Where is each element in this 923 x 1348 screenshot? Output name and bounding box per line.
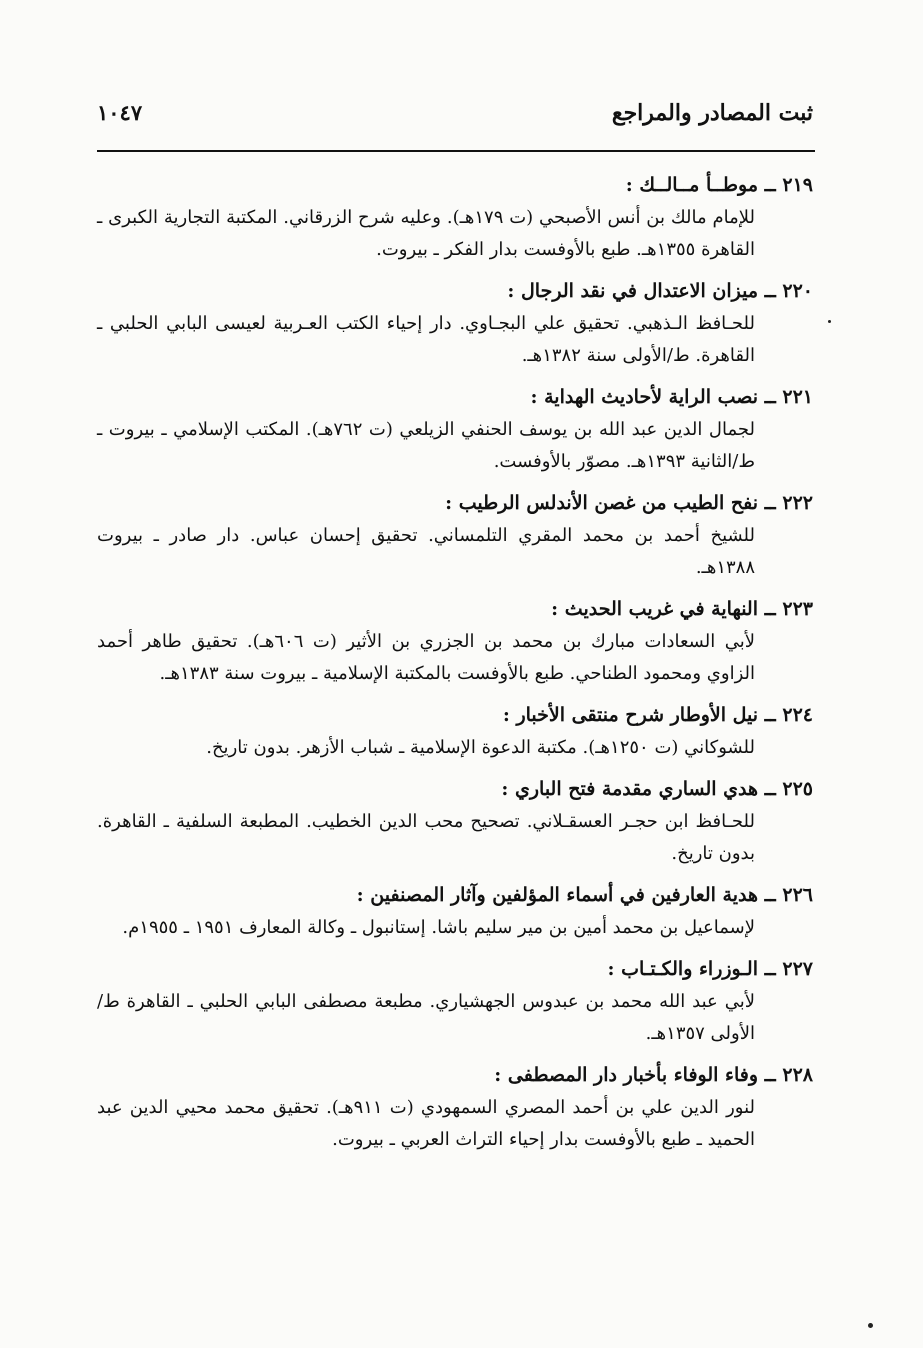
scan-speck xyxy=(828,320,831,323)
reference-entry xyxy=(97,878,813,944)
entry-title: ٢٢٨ ــ وفاء الوفاء بأخبار دار المصطفى : xyxy=(494,1064,813,1086)
reference-entry xyxy=(97,952,813,1050)
header-rule xyxy=(97,150,815,152)
reference-entry xyxy=(97,592,813,690)
reference-list xyxy=(97,168,813,1164)
page-header xyxy=(97,100,813,126)
entry-title: ٢٢٤ ــ نيل الأوطار شرح منتقى الأخبار : xyxy=(502,704,813,726)
reference-entry xyxy=(97,486,813,584)
entry-title: ٢٢٦ ــ هدية العارفين في أسماء المؤلفين وآثار المصنفين : xyxy=(356,884,813,906)
reference-entry xyxy=(97,772,813,870)
page-number: ١٠٤٧ xyxy=(97,100,143,125)
entry-title: ٢١٩ ــ موطــأ مــالــك : xyxy=(625,174,813,196)
entry-body: للإمام مالك بن أنس الأصبحي (ت ١٧٩هـ). وعليه شرح الزرقاني. المكتبة التجارية الكبرى ـ القاهرة ١٣٥٥هـ. طبع بالأوفست بدار الفكر ـ بيروت. xyxy=(97,207,755,260)
entry-body: لإسماعيل بن محمد أمين بن مير سليم باشا. إستانبول ـ وكالة المعارف ١٩٥١ ـ ١٩٥٥م. xyxy=(122,917,755,938)
entry-body: لنور الدين علي بن أحمد المصري السمهودي (ت ٩١١هـ). تحقيق محمد محيي الدين عبد الحميد ـ طبع بالأوفست بدار إحياء التراث العربي ـ بيروت. xyxy=(97,1097,755,1150)
entry-body: للحـافظ الـذهبي. تحقيق علي البجـاوي. دار إحياء الكتب العـربية لعيسى البابي الحلبي ـ القاهرة. ط/الأولى سنة ١٣٨٢هـ. xyxy=(97,313,755,366)
entry-body: للشيخ أحمد بن محمد المقري التلمساني. تحقيق إحسان عباس. دار صادر ـ بيروت ١٣٨٨هـ. xyxy=(97,525,755,578)
entry-title: ٢٢٣ ــ النهاية في غريب الحديث : xyxy=(551,598,813,620)
entry-body: للشوكاني (ت ١٢٥٠هـ). مكتبة الدعوة الإسلامية ـ شباب الأزهر. بدون تاريخ. xyxy=(206,737,755,758)
reference-entry xyxy=(97,168,813,266)
entry-title: ٢٢٢ ــ نفح الطيب من غصن الأندلس الرطيب : xyxy=(445,492,813,514)
reference-entry xyxy=(97,380,813,478)
entry-title: ٢٢١ ــ نصب الراية لأحاديث الهداية : xyxy=(530,386,813,408)
entry-title: ٢٢٥ ــ هدي الساري مقدمة فتح الباري : xyxy=(501,778,813,800)
entry-title: ٢٢٧ ــ الـوزراء والكـتـاب : xyxy=(607,958,813,980)
entry-body: لأبي السعادات مبارك بن محمد بن الجزري بن الأثير (ت ٦٠٦هـ). تحقيق طاهر أحمد الزاوي ومحمود الطناحي. طبع بالأوفست بالمكتبة الإسلامية ـ بيروت سنة ١٣٨٣هـ. xyxy=(97,631,755,684)
running-title: ثبت المصادر والمراجع xyxy=(611,100,813,126)
reference-entry xyxy=(97,698,813,764)
entry-body: لجمال الدين عبد الله بن يوسف الحنفي الزيلعي (ت ٧٦٢هـ). المكتب الإسلامي ـ بيروت ـ ط/الثانية ١٣٩٣هـ. مصوّر بالأوفست. xyxy=(97,419,755,472)
reference-entry xyxy=(97,274,813,372)
entry-title: ٢٢٠ ــ ميزان الاعتدال في نقد الرجال : xyxy=(507,280,813,302)
scan-speck xyxy=(868,1323,873,1328)
entry-body: لأبي عبد الله محمد بن عبدوس الجهشياري. مطبعة مصطفى البابي الحلبي ـ القاهرة ط/الأولى ١٣٥٧هـ. xyxy=(97,991,755,1044)
entry-body: للحـافظ ابن حجـر العسقـلاني. تصحيح محب الدين الخطيب. المطبعة السلفية ـ القاهرة. بدون تاريخ. xyxy=(97,811,755,864)
reference-entry xyxy=(97,1058,813,1156)
